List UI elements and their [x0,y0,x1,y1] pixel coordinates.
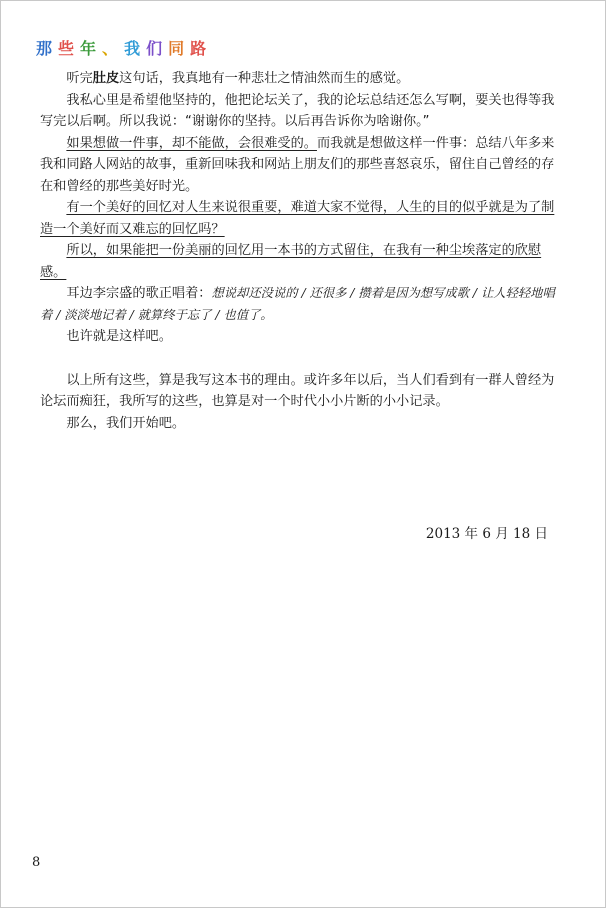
paragraph-9: 那么，我们开始吧。 [66,415,186,431]
underlined-text: 有一个美好的回忆对人生来说很重要，难道大家不觉得，人生的目的似乎就是为了制造一个美好而又难忘的回忆吗？ [40,200,555,237]
text-run: 听完 [66,71,93,86]
signature-date: 2013 年 6 月 18 日 [425,526,548,542]
text-run: 而我就是想做这样一件事：总结八年多来我和同路人网站的故事，重新回味我和网站上朋友们的那些喜怒哀乐，留住自己曾经的存在和曾经的那些美好时光。 [40,135,555,194]
paragraph-6 [40,283,560,326]
header-char: 们 [146,39,169,58]
underlined-text: 所以，如果能把一份美丽的回忆用一本书的方式留住，在我有一种尘埃落定的欣慰感。 [40,243,542,280]
text-run: 这句话，我真地有一种悲壮之情油然而生的感觉。 [119,71,410,86]
paragraph-gap [40,348,560,370]
text-run: 耳边李宗盛的歌正唱着： [66,286,212,301]
header-char: 年 [80,39,103,58]
header-char: 路 [190,39,213,58]
header-char: 同 [168,39,191,58]
underlined-text: 如果想做一件事，却不能做，会很难受的。 [66,135,317,151]
lyrics-text: 想说却还没说的 / 还很多 / 攒着是因为想写成歌 / 让人轻轻地唱着 / 淡淡地记着 / 就算终于忘了 / 也值了。 [40,286,555,322]
header-char: 那 [36,39,59,58]
bold-word: 肚皮 [92,71,120,86]
body-text [40,68,560,434]
paragraph-7: 也许就是这样吧。 [66,329,172,344]
paragraph-1 [40,68,560,90]
running-header [36,36,212,59]
paragraph-5 [40,240,560,283]
paragraph-3 [40,133,560,198]
header-char: 我 [124,39,147,58]
header-char: 、 [102,39,125,58]
page-number: 8 [32,855,41,870]
header-char: 些 [58,39,81,58]
paragraph-4 [40,197,560,240]
paragraph-2: 我私心里是希望他坚持的，他把论坛关了，我的论坛总结还怎么写啊，要关也得等我写完以后啊。所以我说：“谢谢你的坚持。以后再告诉你为啥谢你。” [40,92,555,129]
paragraph-8: 以上所有这些，算是我写这本书的理由。或许多年以后，当人们看到有一群人曾经为论坛而痴狂，我所写的这些，也算是对一个时代小小片断的小小记录。 [40,372,555,409]
